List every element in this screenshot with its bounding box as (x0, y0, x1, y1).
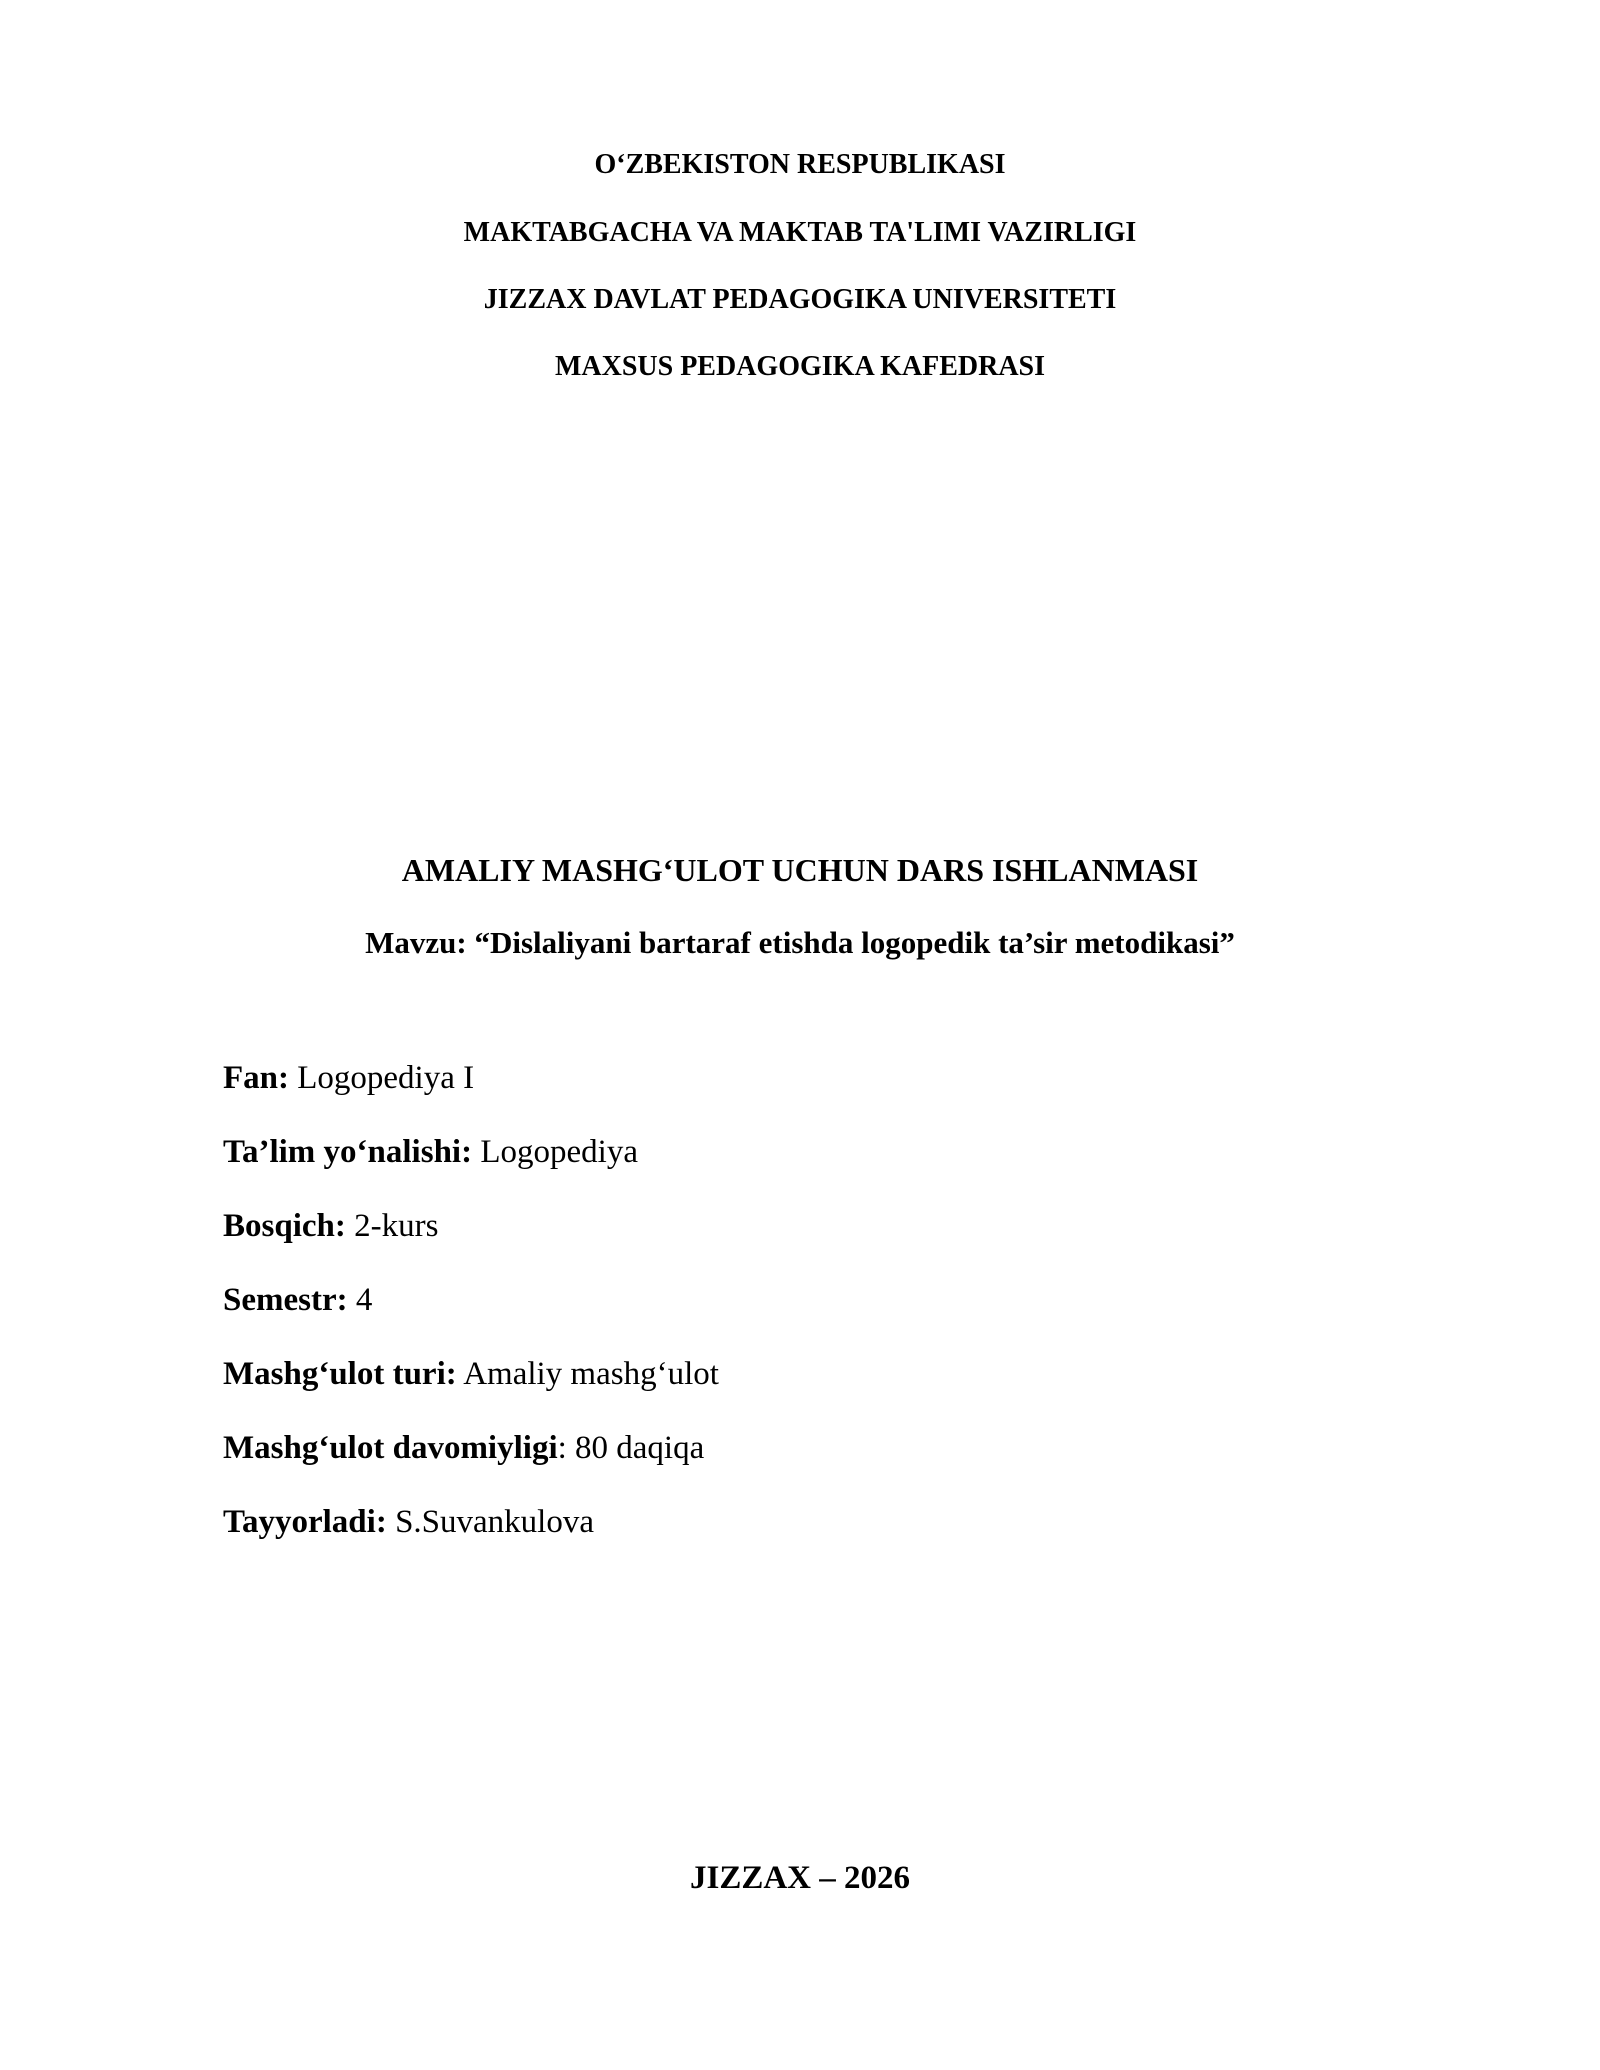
info-separator (289, 1060, 297, 1096)
info-value: S.Suvankulova (395, 1504, 594, 1540)
info-row-stage (223, 1206, 438, 1246)
info-value: 2-kurs (354, 1208, 439, 1244)
document-title: AMALIY MASHG‘ULOT UCHUN DARS ISHLANMASI (401, 852, 1199, 888)
info-value: Amaliy mashg‘ulot (463, 1356, 719, 1392)
footer-city-year: JIZZAX – 2026 (689, 1860, 911, 1896)
info-label: Mashg‘ulot turi: (223, 1356, 457, 1392)
info-label: Semestr: (223, 1282, 348, 1318)
info-label: Bosqich: (223, 1208, 346, 1244)
info-separator (387, 1504, 395, 1540)
info-row-duration (223, 1428, 704, 1468)
info-label: Mashg‘ulot davomiyligi (223, 1430, 558, 1466)
info-label: Tayyorladi: (223, 1504, 387, 1540)
info-label: Ta’lim yo‘nalishi: (223, 1134, 473, 1170)
info-value: Logopediya (480, 1134, 638, 1170)
header-department: MAXSUS PEDAGOGIKA KAFEDRASI (554, 351, 1046, 382)
info-separator: : (557, 1430, 576, 1466)
info-row-subject (223, 1058, 474, 1098)
info-row-author (223, 1502, 594, 1542)
header-university: JIZZAX DAVLAT PEDAGOGIKA UNIVERSITETI (483, 284, 1117, 315)
header-country: O‘ZBEKISTON RESPUBLIKASI (594, 149, 1006, 180)
info-row-semester (223, 1280, 372, 1320)
info-label: Fan: (223, 1060, 289, 1096)
info-separator (348, 1282, 356, 1318)
info-separator (346, 1208, 354, 1244)
document-topic: Mavzu: “Dislaliyani bartaraf etishda logopedik ta’sir metodikasi” (365, 925, 1235, 960)
info-value: 4 (355, 1282, 373, 1318)
info-row-direction (223, 1132, 638, 1172)
info-value: 80 daqiqa (575, 1430, 705, 1466)
info-row-lesson-type (223, 1354, 719, 1394)
header-ministry: MAKTABGACHA VA MAKTAB TA'LIMI VAZIRLIGI (463, 217, 1137, 248)
info-value: Logopediya I (297, 1060, 475, 1096)
